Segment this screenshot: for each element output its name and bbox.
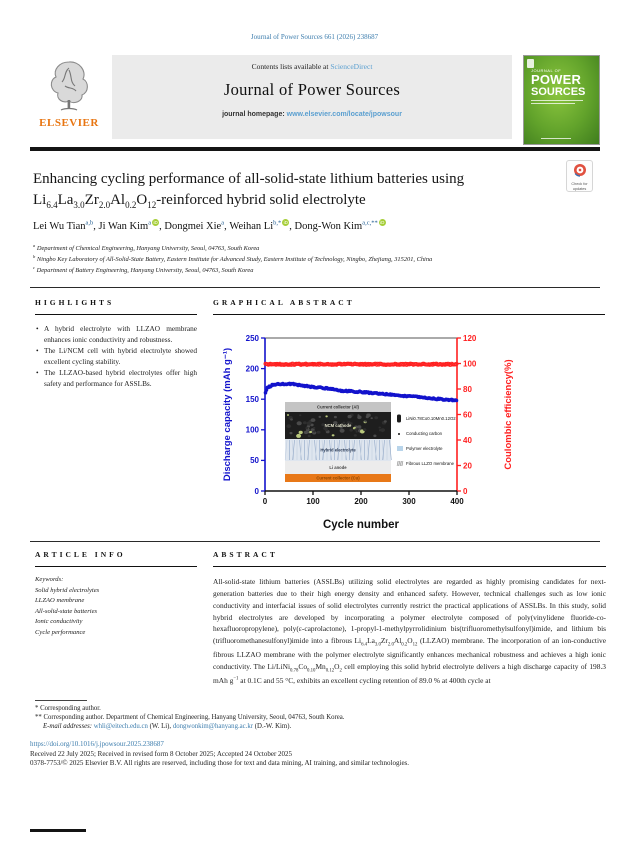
- highlight-item: • A hybrid electrolyte with LLZAO membrane enhances ionic conductivity and robustness.: [35, 324, 197, 346]
- svg-text:0: 0: [463, 486, 468, 496]
- svg-text:Coulombic efficiency(%): Coulombic efficiency(%): [503, 359, 514, 470]
- affiliation-list: [33, 243, 593, 276]
- highlights-heading: HIGHLIGHTS: [35, 298, 197, 315]
- svg-text:Current collector (Cu): Current collector (Cu): [316, 475, 360, 481]
- affiliation: $^a$ Department of Chemical Engineering, Hanyang University, Seoul, 04763, South Korea: [33, 243, 260, 253]
- email-label: E-mail addresses:: [43, 723, 93, 730]
- check-for-updates-badge[interactable]: Check for updates: [566, 160, 593, 192]
- svg-text:Li anode: Li anode: [329, 465, 347, 471]
- homepage-line: journal homepage: www.elsevier.com/locate/jpowsour: [222, 111, 402, 118]
- abstract-section: [213, 550, 606, 687]
- svg-text:Discharge capacity (mAh g⁻¹): Discharge capacity (mAh g⁻¹): [222, 347, 233, 482]
- keyword: All-solid-state batteries: [35, 607, 98, 615]
- svg-text:Conducting carbon: Conducting carbon: [406, 431, 443, 436]
- highlight-item: • The Li/NCM cell with hybrid electrolyte showed excellent cycling stability.: [35, 346, 197, 368]
- svg-text:60: 60: [463, 410, 472, 420]
- received-dates: Received 22 July 2025; Received in revised form 8 October 2025; Accepted 24 October 2025: [30, 750, 293, 758]
- cover-decor: [531, 100, 583, 101]
- svg-text:Current collector (Al): Current collector (Al): [317, 404, 359, 410]
- abstract-heading: ABSTRACT: [213, 550, 606, 567]
- orcid-icon[interactable]: iD: [153, 220, 158, 225]
- footnote-divider: [35, 700, 87, 701]
- svg-text:Polymer electrolyte: Polymer electrolyte: [406, 446, 443, 451]
- highlights-list: [35, 324, 197, 390]
- footnote-corresponding-1: * Corresponding author.: [35, 705, 101, 712]
- highlights-section: [35, 298, 197, 390]
- orcid-icon[interactable]: iD: [380, 220, 385, 225]
- orcid-icon[interactable]: iD: [283, 220, 288, 225]
- svg-text:80: 80: [463, 384, 472, 394]
- article-info-section: [35, 550, 197, 638]
- svg-text:100: 100: [245, 425, 259, 435]
- contents-box: [112, 55, 512, 139]
- cover-logo-icon: [527, 59, 534, 68]
- keyword: Solid hybrid electrolytes: [35, 586, 100, 594]
- crossmark-icon: [573, 163, 587, 177]
- svg-text:100: 100: [306, 497, 320, 506]
- sciencedirect-link[interactable]: ScienceDirect: [330, 62, 373, 71]
- svg-text:150: 150: [245, 395, 259, 404]
- svg-text:300: 300: [402, 497, 416, 506]
- author: Weihan $Li^{b,*}$ iD ,: [229, 221, 294, 232]
- graphical-abstract-chart: [219, 328, 519, 536]
- author-list: [33, 219, 573, 232]
- journal-cover-image: JOURNAL OF POWER SOURCES: [523, 55, 600, 145]
- svg-text:LiNi0.78Co0.10Mn0.12O2: LiNi0.78Co0.10Mn0.12O2: [406, 416, 456, 421]
- svg-text:Cycle number: Cycle number: [322, 519, 400, 531]
- header-divider: [30, 147, 600, 151]
- keyword: LLZAO membrane: [35, 597, 85, 605]
- elsevier-wordmark: ELSEVIER: [39, 117, 99, 129]
- email-link-2[interactable]: dongwonkim@hanyang.ac.kr: [172, 723, 254, 730]
- footnote-corresponding-2: ** Corresponding author. Department of Chemical Engineering, Hanyang University, Seoul, 04763, South Korea.: [35, 714, 345, 721]
- elsevier-logo: [32, 58, 106, 140]
- svg-text:120: 120: [463, 333, 477, 343]
- svg-text:0: 0: [262, 497, 268, 506]
- svg-text:200: 200: [354, 497, 368, 506]
- svg-text:400: 400: [450, 497, 464, 506]
- journal-title: Journal of Power Sources: [223, 80, 401, 99]
- article-info-heading: ARTICLE INFO: [35, 550, 197, 567]
- author: Lei Wu Tian$^{a,b}$ ,: [33, 221, 99, 232]
- cover-decor: [531, 103, 575, 104]
- doi-link[interactable]: https://doi.org/10.1016/j.jpowsour.2025.238687: [30, 740, 164, 748]
- svg-text:20: 20: [463, 461, 472, 471]
- author: Dong-Won Kim$^{a,c,**}$ iD: [294, 219, 385, 232]
- email-link-1[interactable]: whli@eitech.edu.cn: [93, 723, 148, 730]
- svg-text:Hybrid electrolyte: Hybrid electrolyte: [320, 447, 356, 453]
- contents-line: Contents lists available at ScienceDirect: [251, 62, 373, 71]
- keyword: Ionic conductivity: [35, 618, 83, 626]
- page-bottom-mark: [30, 829, 86, 832]
- footnote-emails: E-mail addresses: whli@eitech.edu.cn (W. Li), dongwonkim@hanyang.ac.kr (D.-W. Kim).: [43, 723, 292, 730]
- highlight-item: • The LLZAO-based hybrid electrolytes offer high safety and performance for ASSLBs.: [35, 368, 197, 390]
- graphical-abstract-section: [213, 298, 605, 536]
- elsevier-tree-icon: [43, 58, 95, 114]
- svg-text:200: 200: [245, 364, 259, 374]
- svg-text:Fibrous LLZO membrane: Fibrous LLZO membrane: [406, 461, 455, 466]
- svg-text:100: 100: [463, 359, 477, 369]
- keywords-label: Keywords:: [35, 576, 64, 583]
- divider: [30, 541, 600, 542]
- divider: [30, 287, 600, 288]
- svg-text:50: 50: [250, 456, 259, 466]
- cover-decor: [541, 138, 571, 139]
- author: Ji Wan Kim$^a$ iD ,: [99, 221, 165, 232]
- copyright-line: 0378-7753/© 2025 Elsevier B.V. All rights are reserved, including those for text and data mining, AI training, and similar technologies.: [30, 759, 410, 767]
- author: Dongmei Xie$^a$ ,: [164, 221, 229, 232]
- affiliation: $^b$ Ningbo Key Laboratory of All-Solid-State Battery, Eastern Institute for Advanced Study, Eastern Institute of Technology, Ningbo, Zhejiang, 315201, China: [33, 254, 433, 264]
- svg-text:NCM cathode: NCM cathode: [324, 423, 352, 429]
- abstract-text: All-solid-state lithium batteries (ASSLBs) utilizing solid electrolytes are regarded as highly promising candidates for next-generation batteries due to their high energy density and enhanced safety. However, technical challenges such as low ionic conductivity and interfacial issues of solid electrolytes currently restrict the practical applications of ASSLBs. In this study, solid hybrid electrolytes are developed by incorporating a polymer electrolyte composed of poly(vinylidene fluoride-co-hexafluoropropylene), poly(ε-caprolactone), 1-propyl-1-methylpyrrolidinium bis(trifluoromethylsulfonyl)imide, and lithium bis (trifluoromethanesulfonyl)imide into a fibrous $Li_{6.4}La_{3.0}Zr_{2.0}Al_{0.2}O_{12}$ (LLZAO) membrane. The incorporation of an ion-conductive fibrous LLZAO membrane with the polymer electrolyte significantly enhances mechanical robustness and achieves a high ionic conductivity. The $Li/LiNi_{0.78}Co_{0.10}Mn_{0.12}O_2$ cell employing this solid hybrid electrolyte delivers a high discharge capacity of 198.3 mAh $g^{-1}$ at 0.1C and 55 °C, exhibits an excellent cycling retention of 89.0 % at 400th cycle at: [213, 577, 606, 686]
- affiliation: $^c$ Department of Battery Engineering, Hanyang University, Seoul, 04763, South Korea: [33, 265, 254, 275]
- cycle-chart-svg: [219, 328, 519, 536]
- keywords-list: [35, 575, 197, 638]
- journal-header: [30, 55, 600, 145]
- keyword: Cycle performance: [35, 628, 86, 636]
- svg-text:250: 250: [245, 333, 259, 343]
- article-title: Enhancing cycling performance of all-solid-state lithium batteries using $Li_{6.4}La_{3.0}Zr_{2.0}Al_{0.2}O_{12}$-reinforced hybrid solid electrolyte: [33, 171, 465, 210]
- journal-citation: Journal of Power Sources 661 (2026) 238687: [250, 33, 379, 41]
- graphical-abstract-heading: GRAPHICAL ABSTRACT: [213, 298, 605, 315]
- homepage-link[interactable]: www.elsevier.com/locate/jpowsour: [286, 111, 402, 118]
- svg-text:0: 0: [254, 486, 259, 496]
- svg-text:40: 40: [463, 435, 472, 445]
